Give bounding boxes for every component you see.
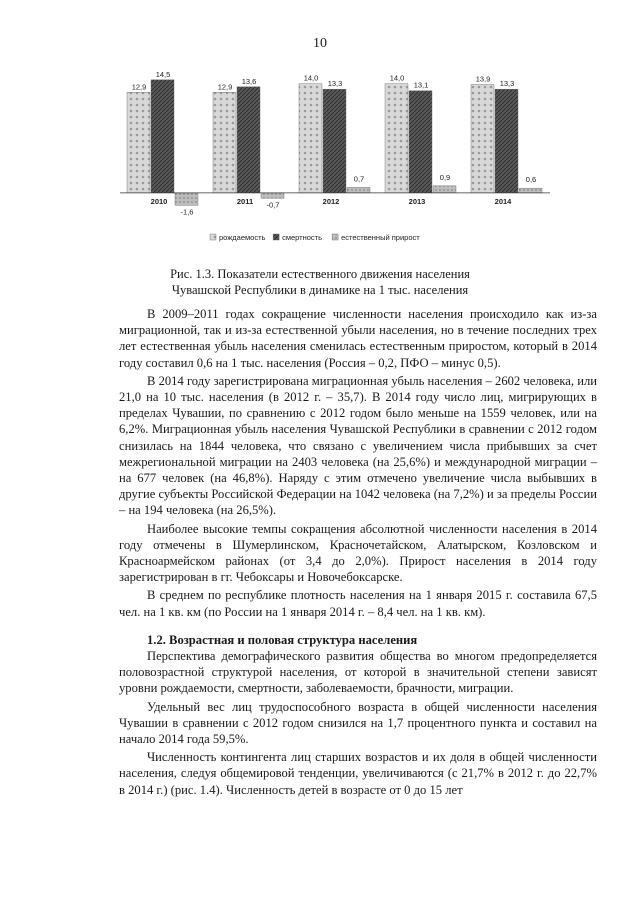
page-number: 10 — [313, 36, 327, 51]
bar-birth-rate — [471, 84, 494, 192]
caption-line-1: Рис. 1.3. Показатели естественного движения населения — [170, 267, 470, 281]
legend-label: смертность — [282, 233, 323, 242]
data-label: 13,6 — [241, 76, 257, 86]
data-label: 14,0 — [389, 73, 405, 83]
x-tick-label: 2013 — [408, 196, 426, 206]
legend-label: естественный прирост — [341, 233, 420, 242]
legend-swatch — [332, 234, 338, 240]
bar-death-rate — [237, 87, 260, 193]
bar-birth-rate — [213, 92, 236, 193]
bar-natural-growth — [175, 193, 198, 205]
data-label: -0,7 — [266, 200, 280, 210]
data-label: 13,1 — [413, 80, 429, 90]
paragraph: В 2009–2011 годах сокращение численности населения происходило как из-за миграционной, так и из-за естественной убыли населения, но в течение последних трех лет естественная убыль населения сменилась естественным приростом, который в 2014 году составил 0,6 на 1 тыс. населения (Россия – 0,2, ПФО – минус 0,5). — [119, 307, 597, 370]
data-label: 14,0 — [303, 73, 319, 83]
natural-movement-chart — [110, 60, 560, 260]
x-tick-label: 2010 — [150, 196, 168, 206]
data-label: 14,5 — [155, 69, 171, 79]
bar-natural-growth — [433, 186, 456, 193]
data-label: 12,9 — [131, 82, 147, 92]
paragraph: Перспектива демографического развития общества во многом предопределяется половозрастной структурой населения, от которой в значительной степени зависят уровни рождаемости, смертности, заболеваемости, брачности, миграции. — [119, 649, 597, 696]
bar-birth-rate — [299, 84, 322, 193]
bar-birth-rate — [385, 84, 408, 193]
paragraph: Наиболее высокие темпы сокращения абсолютной численности населения в 2014 году отмечены в Шумерлинском, Красночетайском, Алатырском, Козловском и Красноармейском районах (от 3,4 до 2,0%). Прирост населения в 2014 году зарегистрирован в гг. Чебоксары и Новочебоксарске. — [119, 521, 597, 585]
data-label: 13,3 — [499, 79, 515, 89]
bar-natural-growth — [347, 187, 370, 192]
legend-label: рождаемость — [219, 233, 266, 242]
x-tick-label: 2014 — [494, 196, 512, 206]
paragraph: Численность контингента лиц старших возрастов и их доля в общей численности населения, следуя общемировой тенденции, увеличиваются (с 21,7% в 2012 г. до 22,7% в 2014 г.) (рис. 1.4). Численность детей в возрасте от 0 до 15 лет — [119, 750, 597, 797]
body-text — [119, 306, 597, 798]
data-label: 13,3 — [327, 79, 343, 89]
bar-death-rate — [409, 91, 432, 193]
chart-legend — [210, 233, 420, 242]
data-label: 0,9 — [439, 172, 451, 182]
data-label: 12,9 — [217, 82, 233, 92]
chart-canvas — [110, 60, 560, 260]
figure-caption — [0, 266, 640, 298]
bar-natural-growth — [519, 188, 542, 193]
x-tick-label: 2011 — [236, 196, 254, 206]
paragraph: В 2014 году зарегистрирована миграционная убыль населения – 2602 человека, или 21,0 на 10 тыс. населения (в 2012 г. – 35,7). В 2014 году число лиц, мигрирующих в пределах Чувашии, по сравнению с 2012 годом было меньше на 1559 человек, или на 6,2%. Миграционная убыль населения Чувашской Республики в сравнении с 2012 годом снизилась на 1844 человека, что связано с увеличением числа прибывших за счет межрегиональной миграции на 2403 человека (на 25,6%) и международной миграции – на 677 человек (на 46,8%). Наряду с этим отмечено увеличение числа выбывших в другие субъекты Российской Федерации на 1042 человека (на 7,2%) и за пределы России – на 194 человека (на 26,5%). — [119, 373, 597, 518]
bar-death-rate — [495, 89, 518, 193]
legend-swatch — [273, 234, 279, 240]
paragraph: Удельный вес лиц трудоспособного возраста в общей численности населения Чувашии в сравнении с 2012 годом снизился на 1,7 процентного пункта и составил на начало 2014 года 59,5%. — [119, 699, 597, 747]
data-label: 13,9 — [475, 74, 491, 84]
bar-birth-rate — [127, 92, 150, 193]
caption-line-2: Чувашской Республики в динамике на 1 тыс. населения — [171, 283, 469, 297]
data-label: 0,6 — [525, 175, 537, 185]
x-tick-label: 2012 — [322, 196, 340, 206]
legend-swatch — [210, 234, 216, 240]
bar-death-rate — [151, 80, 174, 193]
section-heading: 1.2. Возрастная и половая структура населения — [147, 632, 418, 647]
data-label: 0,7 — [353, 174, 365, 184]
bar-natural-growth — [261, 193, 284, 198]
bar-death-rate — [323, 89, 346, 193]
data-label: -1,6 — [180, 207, 194, 217]
paragraph: В среднем по республике плотность населения на 1 января 2015 г. составила 67,5 чел. на 1 кв. км (по России на 1 января 2014 г. – 8,4 чел. на 1 кв. км). — [119, 588, 597, 619]
